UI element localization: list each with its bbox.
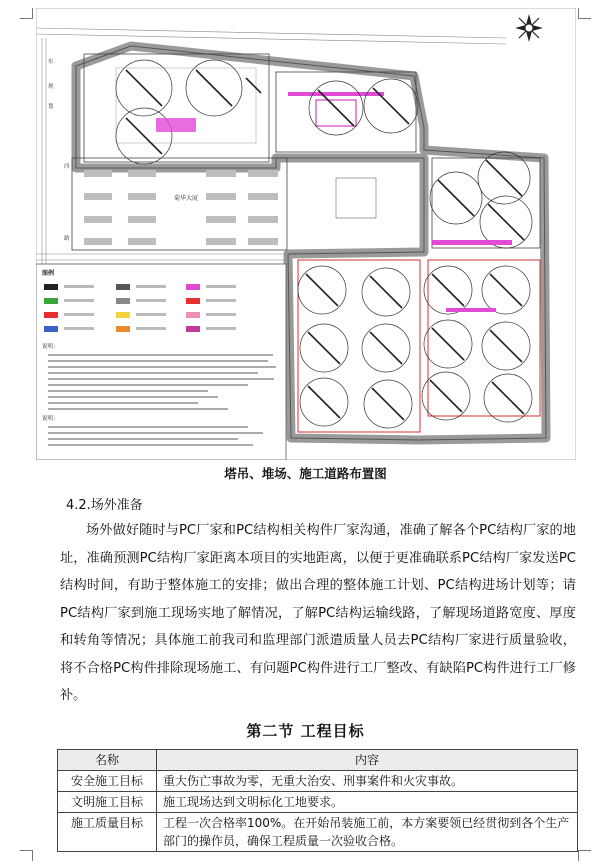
road-label-3: 划	[48, 104, 54, 110]
legend-panel	[36, 264, 286, 460]
goal-name: 安全施工目标	[58, 771, 157, 792]
road-label-1: 东	[48, 59, 54, 65]
column-header-content: 内容	[157, 750, 578, 771]
table-row	[58, 813, 578, 852]
goal-name: 施工质量目标	[58, 813, 157, 852]
chapter-title: 第二节 工程目标	[246, 722, 365, 740]
block-north-east	[276, 72, 418, 152]
goals-table	[57, 749, 578, 852]
block-south-east	[422, 260, 540, 422]
section-heading: 4.2.场外准备	[66, 498, 143, 513]
road-label-4: 四	[64, 164, 70, 170]
road-label-2: 规	[48, 84, 54, 90]
table-header-row	[58, 750, 578, 771]
block-south-middle	[298, 260, 420, 432]
crop-mark-top-left	[20, 8, 33, 19]
road-label-5: 路	[64, 236, 70, 242]
goal-content: 工程一次合格率100%。在开始吊装施工前，本方案要领已经贯彻到各个生产部门的操作员，确保工程质量一次验收合格。	[157, 813, 578, 852]
figure-caption: 塔吊、堆场、施工道路布置图	[224, 466, 387, 481]
crop-mark-bottom-left	[20, 850, 33, 861]
legend-title: 图例	[42, 270, 55, 277]
notes-title: 说明：	[42, 344, 59, 350]
north-arrow-icon	[515, 14, 543, 42]
site-plan-drawing	[36, 8, 576, 460]
table-row	[58, 771, 578, 792]
goal-content: 重大伤亡事故为零，无重大治安、刑事案件和火灾事故。	[157, 771, 578, 792]
block-east	[430, 152, 540, 248]
goal-content: 施工现场达到文明标化工地要求。	[157, 792, 578, 813]
crop-mark-top-right	[578, 8, 591, 19]
goal-name: 文明施工目标	[58, 792, 157, 813]
table-row	[58, 792, 578, 813]
notes-title-2: 说明：	[42, 416, 59, 422]
block-north-west	[84, 54, 269, 164]
column-header-name: 名称	[58, 750, 157, 771]
section-paragraph: 场外做好随时与PC厂家和PC结构相关构件厂家沟通，准确了解各个PC结构厂家的地址，准确预测PC结构厂家距离本项目的实地距离，以便于更准确联系PC结构厂家发送PC结构时间，有助于整体施工的安排；做出合理的整体施工计划、PC结构进场计划等；请PC结构厂家到施工现场实地了解情况，了解PC结构运输线路，了解现场道路宽度、厚度和转角等情况；具体施工前我司和监理部门派遣质量人员去PC结构厂家进行质量验收，将不合格PC构件排除现场施工、有问题PC构件进行工厂整改、有缺陷PC构件进行工厂修补。	[60, 523, 576, 703]
building-label: 菊华大厦	[173, 195, 199, 202]
crop-mark-bottom-right	[578, 850, 591, 861]
